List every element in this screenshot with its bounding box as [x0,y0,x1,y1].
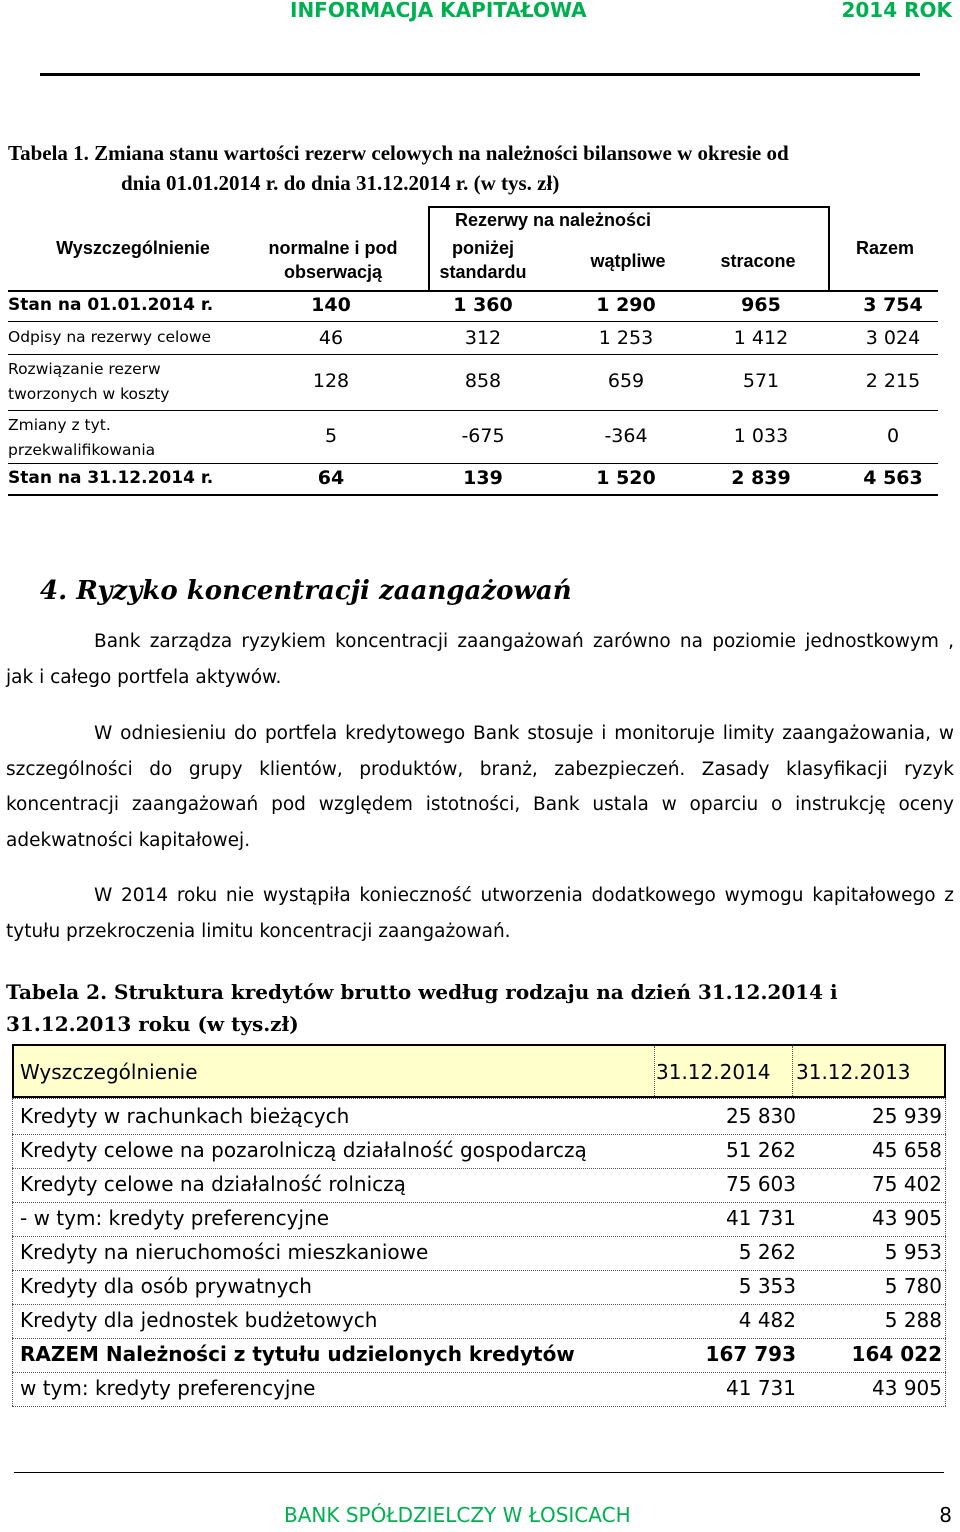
table1-cell: 139 [463,467,503,489]
table2-grid-line [12,1098,13,1406]
paragraph: W odniesieniu do portfela kredytowego Bank stosuje i monitoruje limity zaangażowania, w szczególności do grupy klientów, produktów, branż, zabezpieczeń. Zasady klasyfikacji ryzyk koncentracji zaangażowań pod względem istotności, Bank ustala w oparciu o instrukcję oceny adekwatności kapitałowej. [6,723,954,851]
header-divider [40,73,920,76]
table2-cell-2013: 5 288 [884,1308,942,1332]
table2-cell-2013: 5 780 [884,1274,942,1298]
table1-cell: 858 [464,370,502,392]
table1-grid-line [8,354,938,355]
table2-header-divider [654,1046,655,1096]
table1-header-col1-line2: obserwacją [283,262,383,282]
table2-cell-2013: 75 402 [872,1172,942,1196]
header-year: 2014 ROK [841,0,952,22]
table2-cell-2014: 51 262 [726,1138,796,1162]
table-row [12,1304,946,1338]
table1-header-col5: Razem [855,238,915,258]
table2-cell-name: Kredyty dla osób prywatnych [20,1274,312,1298]
table2-cell-name: - w tym: kredyty preferencyjne [20,1206,330,1230]
table1-cell: 64 [317,467,345,489]
table1-cell: 4 563 [863,467,923,489]
table1-grid-line [8,463,938,464]
table2-cell-2014: 41 731 [726,1206,796,1230]
table1-cell: 312 [464,327,502,349]
table2-title: Tabela 2. Struktura kredytów brutto według rodzaju na dzień 31.12.2014 i 31.12.2013 roku (w tys.zł) [6,980,838,1036]
table2-cell-name: RAZEM Należności z tytułu udzielonych kredytów [20,1342,575,1366]
table1-cell: 659 [607,370,645,392]
table1-header-col3: wątpliwe [590,251,666,271]
table2-cell-name: Kredyty w rachunkach bieżących [20,1104,350,1128]
table1-cell: 571 [742,370,780,392]
table1-header-col4: stracone [720,251,796,271]
table1-header-wyszczegolnienie: Wyszczególnienie [56,238,210,258]
table1-title [8,138,948,198]
table1-row-label [8,357,169,407]
table2-cell-name: Kredyty na nieruchomości mieszkaniowe [20,1240,429,1264]
table2-header-divider [792,1046,793,1096]
table1-header-col2-line1: poniżej [452,238,514,258]
table2-cell-2013: 43 905 [872,1206,942,1230]
table1-cell: 1 033 [733,425,789,447]
table2 [12,1044,946,1408]
table1-cell: 1 360 [453,294,513,316]
table1-cell: 1 253 [598,327,654,349]
table-row [12,1168,946,1202]
table1-cell: 1 412 [733,327,789,349]
table1-row-label [8,413,155,463]
table1-grid-line [428,206,830,208]
table2-cell-2014: 25 830 [726,1104,796,1128]
table1-cell: 2 215 [865,370,921,392]
table1-header-col2 [428,236,538,284]
paragraph: Bank zarządza ryzykiem koncentracji zaangażowań zarówno na poziomie jednostkowym , jak i całego portfela aktywów. [6,631,954,688]
table2-cell-2014: 167 793 [705,1342,796,1366]
table1-cell: -364 [604,425,648,447]
table2-cell-2014: 41 731 [726,1376,796,1400]
table2-cell-2014: 5 262 [738,1240,796,1264]
table1-row-label-line1: Zmiany z tyt. [8,416,111,434]
table1-cell: -675 [461,425,505,447]
table1-header-group: Rezerwy na należności [454,210,652,230]
table1-grid-line [8,494,938,496]
table1-row-label: Odpisy na rezerwy celowe [8,328,212,346]
table1-grid-line [8,290,938,292]
table2-cell-2013: 43 905 [872,1376,942,1400]
table1-cell: 1 290 [596,294,656,316]
table1-cell: 5 [324,425,338,447]
table1-title-line1: Tabela 1. Zmiana stanu wartości rezerw celowych na należności bilansowe w okresie od [8,141,789,165]
table1-cell: 1 520 [596,467,656,489]
table1-cell: 2 839 [731,467,791,489]
table-row [12,1236,946,1270]
table-row-total [12,1338,946,1372]
table1-grid-line [8,410,938,411]
table1 [8,206,938,496]
table2-cell-2014: 5 353 [738,1274,796,1298]
table1-grid-line [428,206,430,290]
table1-row-label-line1: Rozwiązanie rezerw [8,360,161,378]
table1-header-col1 [248,236,418,284]
table1-header-col1-line1: normalne i pod [268,238,398,258]
table1-cell: 0 [886,425,900,447]
table1-row-label-line2: przekwalifikowania [8,441,156,459]
table1-cell: 128 [312,370,350,392]
table2-grid-line [945,1098,946,1406]
table2-grid-line [12,1098,946,1099]
table2-header-2014: 31.12.2014 [656,1060,771,1084]
paragraph: W 2014 roku nie wystąpiła konieczność utworzenia dodatkowego wymogu kapitałowego z tytułu przekroczenia limitu koncentracji zaangażowań. [6,885,954,942]
table2-grid-line [12,1406,946,1407]
table1-cell: 3 024 [865,327,921,349]
table1-cell: 46 [318,327,344,349]
table1-header-col2-line2: standardu [439,262,527,282]
footer-bank-name: BANK SPÓŁDZIELCZY W ŁOSICACH [284,1503,631,1527]
table2-header-row [12,1044,946,1098]
table2-cell-2014: 4 482 [738,1308,796,1332]
table2-cell-2013: 25 939 [872,1104,942,1128]
table2-cell-name: Kredyty dla jednostek budżetowych [20,1308,378,1332]
table-row [12,1202,946,1236]
table-row [12,1100,946,1134]
table1-cell: 3 754 [863,294,923,316]
table-row [12,1134,946,1168]
table-row [12,1270,946,1304]
table1-row-label: Stan na 01.01.2014 r. [8,295,214,315]
table2-header-name: Wyszczególnienie [20,1060,198,1084]
table1-cell: 140 [311,294,351,316]
table1-row-label-line2: tworzonych w koszty [8,385,170,403]
page-number: 8 [939,1503,952,1527]
table1-row-label: Stan na 31.12.2014 r. [8,468,214,488]
table2-cell-name: w tym: kredyty preferencyjne [20,1376,316,1400]
table1-title-line2: dnia 01.01.2014 r. do dnia 31.12.2014 r. (w tys. zł) [121,171,560,195]
table2-cell-name: Kredyty celowe na pozarolniczą działalność gospodarczą [20,1138,587,1162]
table1-grid-line [828,206,830,290]
table2-cell-2013: 45 658 [872,1138,942,1162]
table-row [12,1372,946,1406]
table2-header-2013: 31.12.2013 [796,1060,911,1084]
table2-cell-2014: 75 603 [726,1172,796,1196]
footer-divider [14,1472,944,1473]
header-title: INFORMACJA KAPITAŁOWA [290,0,587,22]
table2-cell-name: Kredyty celowe na działalność rolniczą [20,1172,406,1196]
section-title: 4. Ryzyko koncentracji zaangażowań [40,576,572,606]
table2-cell-2013: 5 953 [884,1240,942,1264]
table1-cell: 965 [741,294,781,316]
table1-grid-line [8,321,938,322]
table2-cell-2013: 164 022 [851,1342,942,1366]
